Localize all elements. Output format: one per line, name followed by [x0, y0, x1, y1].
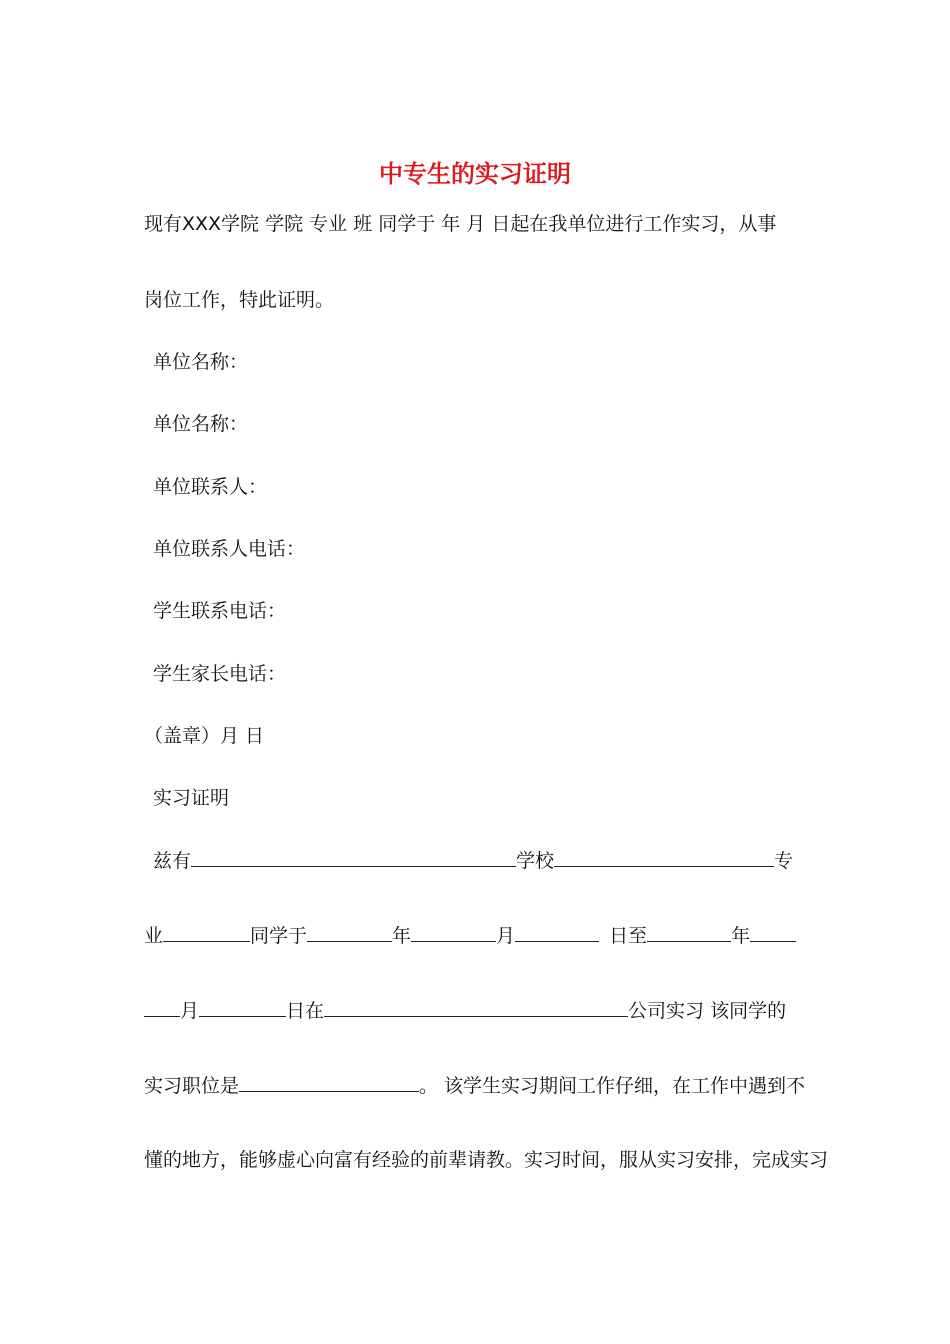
- cert-text: 月: [180, 1000, 200, 1022]
- cert-line-2: [144, 923, 796, 948]
- cert-text: 实习职位是: [144, 1075, 240, 1097]
- field-student-phone: 学生联系电话：: [153, 600, 287, 622]
- intro-line-2: 岗位工作，特此证明。: [144, 289, 335, 311]
- field-unit-name: 单位名称：: [153, 351, 249, 373]
- blank-class: [163, 923, 250, 942]
- field-unit-contact: 单位联系人：: [153, 476, 268, 498]
- certificate-subtitle: 实习证明: [153, 787, 230, 809]
- cert-text: 年: [731, 925, 751, 947]
- cert-line-1: [153, 848, 793, 873]
- cert-text: 。 该学生实习期间工作仔细，在工作中遇到不: [419, 1075, 806, 1097]
- field-unit-name-2: 单位名称：: [153, 413, 249, 435]
- cert-text: 日至: [609, 925, 648, 947]
- cert-text: 学校: [516, 850, 555, 872]
- blank-end-month-a: [750, 923, 796, 942]
- blank-major: [554, 848, 774, 867]
- blank-end-month-b: [144, 998, 180, 1017]
- blank-end-year: [647, 923, 731, 942]
- blank-end-day: [199, 998, 286, 1017]
- blank-start-year: [307, 923, 392, 942]
- cert-text: 日在: [286, 1000, 325, 1022]
- blank-start-day: [515, 923, 599, 942]
- cert-text: 兹有: [153, 850, 192, 872]
- cert-line-5: 懂的地方，能够虚心向富有经验的前辈请教。实习时间，服从实习安排，完成实习: [144, 1149, 829, 1171]
- blank-company: [324, 998, 628, 1017]
- cert-line-4: [144, 1073, 805, 1098]
- blank-school: [191, 848, 516, 867]
- seal-date-line: （盖章）月 日: [144, 725, 265, 747]
- cert-text: 同学于: [250, 925, 308, 947]
- cert-text: 公司实习 该同学的: [628, 1000, 787, 1022]
- document-title: 中专生的实习证明: [379, 159, 571, 188]
- intro-line-1: 现有XXX学院 学院 专业 班 同学于 年 月 日起在我单位进行工作实习，从事: [144, 213, 777, 235]
- cert-text: 月: [496, 925, 516, 947]
- cert-text: 专: [774, 850, 794, 872]
- blank-start-month: [411, 923, 496, 942]
- field-parent-phone: 学生家长电话：: [153, 663, 287, 685]
- cert-line-3: [144, 998, 786, 1023]
- cert-text: 年: [392, 925, 412, 947]
- field-unit-contact-phone: 单位联系人电话：: [153, 538, 306, 560]
- blank-position: [239, 1073, 419, 1092]
- cert-text: 业: [144, 925, 164, 947]
